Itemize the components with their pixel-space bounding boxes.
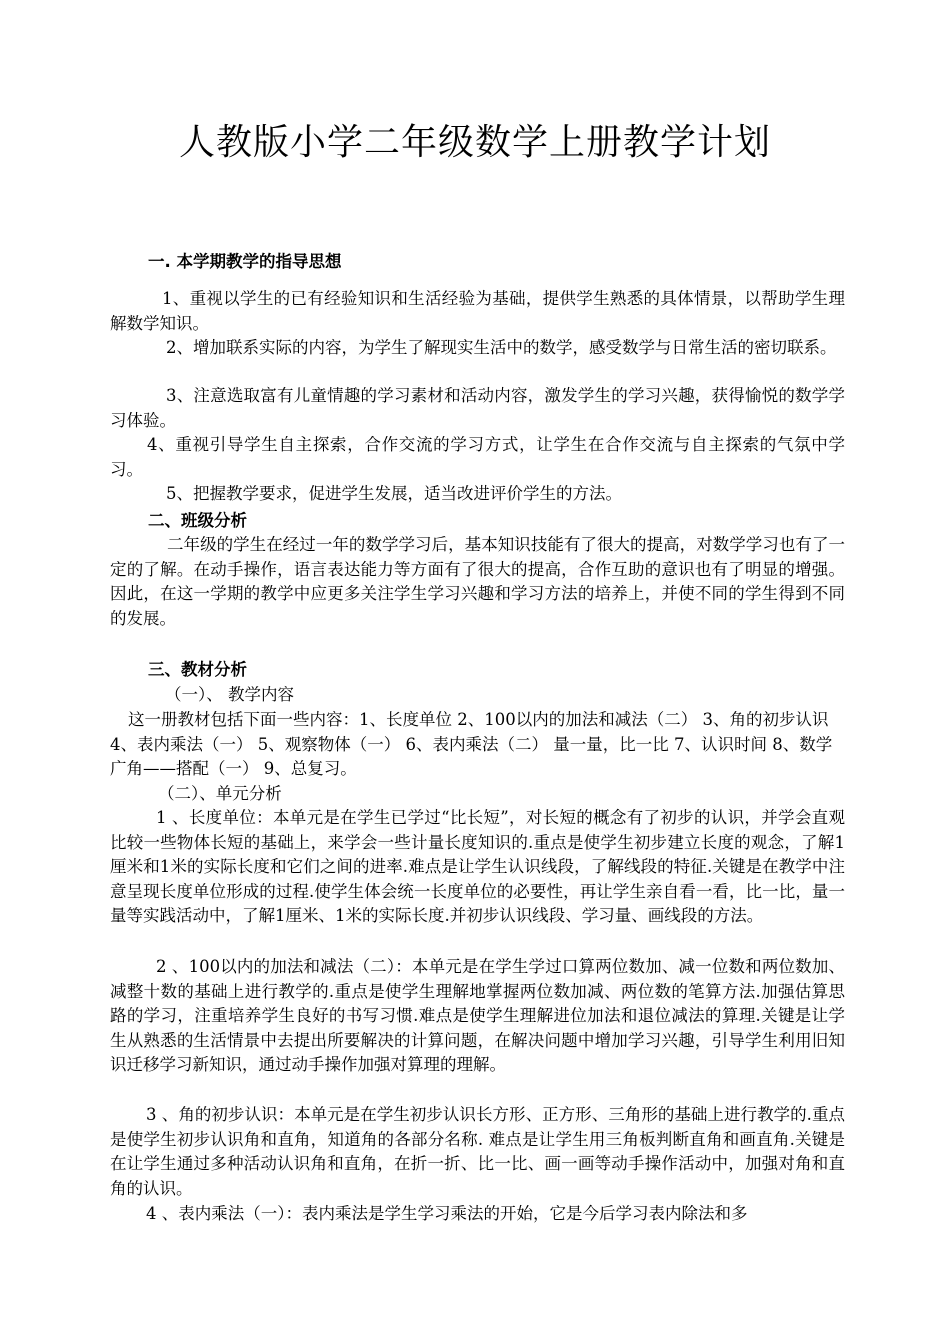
section-heading-class-analysis: 二、班级分析 [148, 511, 247, 530]
document-title: 人教版小学二年级数学上册教学计划 [178, 122, 771, 163]
unit-analysis-1: 1 、长度单位：本单元是在学生已学过“比长短”，对长短的概念有了初步的认识，并学会直观比较一些物体长短的基础上，来学会一些计量长度知识的.重点是使学生初步建立长度的观念，了解1厘米和1米的实际长度和它们之间的进率.难点是让学生认识线段，了解线段的特征.关键是在教学中注意呈现长度单位形成的过程.使学生体会统一长度单位的必要性，再让学生亲自看一看，比一比，量一量等实践活动中，了解1厘米、1米的实际长度.并初步认识线段、学习量、画线段的方法。 [110, 808, 845, 926]
subheading-teaching-content: （一）、 教学内容 [165, 685, 294, 704]
guiding-item-3: 3、注意选取富有儿童情趣的学习素材和活动内容，激发学生的学习兴趣，获得愉悦的数学学习体验。 [110, 386, 845, 430]
section-heading-guiding-ideas: 一. 本学期教学的指导思想 [148, 252, 342, 271]
unit-analysis-3: 3 、角的初步认识：本单元是在学生初步认识长方形、正方形、三角形的基础上进行教学的.重点是使学生初步认识角和直角，知道角的各部分名称. 难点是让学生用三角板判断直角和画直角.关键是在让学生通过多种活动认识角和直角，在折一折、比一比、画一画等动手操作活动中，加强对角和直角的认识。 [110, 1105, 845, 1198]
class-analysis-body: 二年级的学生在经过一年的数学学习后，基本知识技能有了很大的提高，对数学学习也有了一定的了解。在动手操作，语言表达能力等方面有了很大的提高，合作互助的意识也有了明显的增强。因此，在这一学期的教学中应更多关注学生学习兴趣和学习方法的培养上，并使不同的学生得到不同的发展。 [110, 535, 845, 628]
subheading-unit-analysis: （二）、单元分析 [158, 784, 282, 803]
guiding-item-4: 4、重视引导学生自主探索，合作交流的学习方式，让学生在合作交流与自主探索的气氛中学习。 [110, 435, 845, 479]
section-heading-textbook-analysis: 三、教材分析 [148, 660, 247, 679]
guiding-item-2: 2、增加联系实际的内容，为学生了解现实生活中的数学，感受数学与日常生活的密切联系。 [166, 338, 837, 357]
unit-analysis-4: 4 、表内乘法（一）：表内乘法是学生学习乘法的开始，它是今后学习表内除法和多 [146, 1204, 748, 1223]
guiding-item-5: 5、把握教学要求，促进学生发展，适当改进评价学生的方法。 [166, 484, 622, 503]
teaching-content-list: 这一册教材包括下面一些内容：1、长度单位 2、100以内的加法和减法（二） 3、角的初步认识 4、表内乘法（一） 5、观察物体（一） 6、表内乘法（二） 量一量，比一比 7、认识时间 8、数学广角——搭配（一） 9、总复习。 [110, 710, 833, 779]
guiding-item-1: 1、重视以学生的已有经验知识和生活经验为基础，提供学生熟悉的具体情景，以帮助学生理解数学知识。 [110, 289, 845, 333]
unit-analysis-2: 2 、100以内的加法和减法（二）：本单元是在学生学过口算两位数加、减一位数和两位数加、减整十数的基础上进行教学的.重点是使学生理解地掌握两位数加减、两位数的笔算方法.加强估算思路的学习，注重培养学生良好的书写习惯.难点是使学生理解进位加法和退位减法的算理.关键是让学生从熟悉的生活情景中去提出所要解决的计算问题，在解决问题中增加学习兴趣，引导学生利用旧知识迁移学习新知识，通过动手操作加强对算理的理解。 [110, 957, 845, 1075]
